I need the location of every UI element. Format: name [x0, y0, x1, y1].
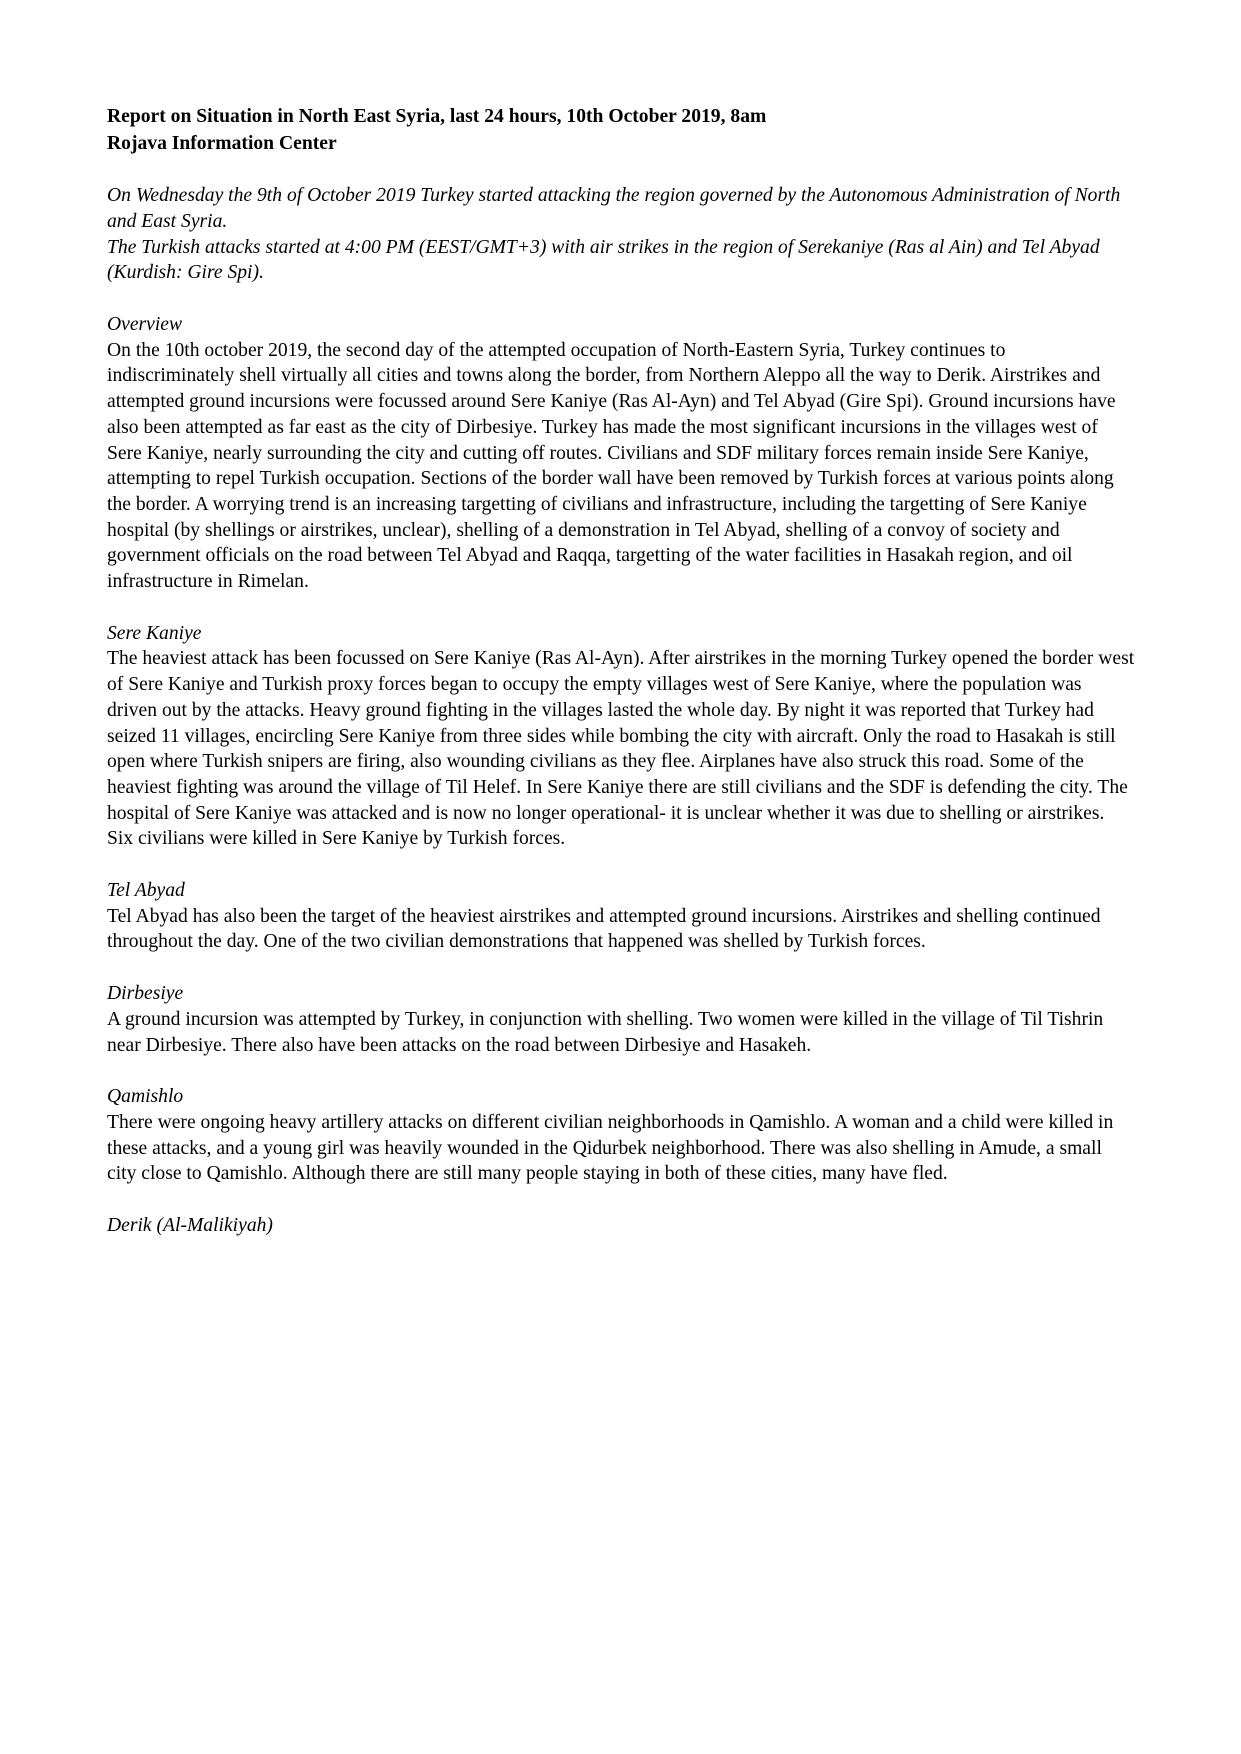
section-sere-kaniye [107, 621, 1135, 852]
section-heading: Derik (Al-Malikiyah) [107, 1215, 273, 1237]
section-tel-abyad [107, 878, 1135, 955]
section-dirbesiye [107, 981, 1135, 1058]
section-body: The heaviest attack has been focussed on Sere Kaniye (Ras Al-Ayn). After airstrikes in the morning Turkey opened the border west of Sere Kaniye and Turkish proxy forces began to occupy the empty villages west of Sere Kaniye, where the population was driven out by the attacks. Heavy ground fighting in the villages lasted the whole day. By night it was reported that Turkey had seized 11 villages, encircling Sere Kaniye from three sides while bombing the city with aircraft. Only the road to Hasakah is still open where Turkish snipers are firing, also wounding civilians as they flee. Airplanes have also struck this road. Some of the heaviest fighting was around the village of Til Helef. In Sere Kaniye there are still civilians and the SDF is defending the city. The hospital of Sere Kaniye was attacked and is now no longer operational- it is unclear whether it was due to shelling or airstrikes. Six civilians were killed in Sere Kaniye by Turkish forces. [107, 648, 1135, 850]
section-body: A ground incursion was attempted by Turkey, in conjunction with shelling. Two women were killed in the village of Til Tishrin near Dirbesiye. There also have been attacks on the road between Dirbesiye and Hasakeh. [107, 1008, 1104, 1056]
section-body: There were ongoing heavy artillery attacks on different civilian neighborhoods in Qamishlo. A woman and a child were killed in these attacks, and a young girl was heavily wounded in the Qidurbek neighborhood. There was also shelling in Amude, a small city close to Qamishlo. Although there are still many people staying in both of these cities, many have fled. [107, 1111, 1114, 1185]
section-derik [107, 1213, 1135, 1239]
section-heading: Sere Kaniye [107, 622, 202, 644]
section-body: On the 10th october 2019, the second day of the attempted occupation of North-Eastern Syria, Turkey continues to indiscriminately shell virtually all cities and towns along the border, from Northern Aleppo all the way to Derik. Airstrikes and attempted ground incursions were focussed around Sere Kaniye (Ras Al-Ayn) and Tel Abyad (Gire Spi). Ground incursions have also been attempted as far east as the city of Dirbesiye. Turkey has made the most significant incursions in the villages west of Sere Kaniye, nearly surrounding the city and cutting off routes. Civilians and SDF military forces remain inside Sere Kaniye, attempting to repel Turkish occupation. Sections of the border wall have been removed by Turkish forces at various points along the border. A worrying trend is an increasing targetting of civilians and infrastructure, including the targetting of Sere Kaniye hospital (by shellings or airstrikes, unclear), shelling of a demonstration in Tel Abyad, shelling of a convoy of society and government officials on the road between Tel Abyad and Raqqa, targetting of the water facilities in Hasakah region, and oil infrastructure in Rimelan. [107, 339, 1116, 593]
section-overview [107, 312, 1135, 595]
section-heading: Dirbesiye [107, 983, 184, 1005]
section-body: Tel Abyad has also been the target of the heaviest airstrikes and attempted ground incursions. Airstrikes and shelling continued throughout the day. One of the two civilian demonstrations that happened was shelled by Turkish forces. [107, 905, 1101, 953]
section-qamishlo [107, 1084, 1135, 1187]
intro-paragraph-1: On Wednesday the 9th of October 2019 Turkey started attacking the region governed by the Autonomous Administration of North and East Syria. [107, 185, 1121, 232]
section-heading: Tel Abyad [107, 880, 185, 902]
report-title-line1: Report on Situation in North East Syria, last 24 hours, 10th October 2019, 8am [107, 106, 767, 127]
report-title-line2: Rojava Information Center [107, 132, 337, 154]
section-heading: Overview [107, 314, 183, 335]
intro-block [107, 183, 1135, 286]
section-heading: Qamishlo [107, 1086, 184, 1108]
report-title [107, 104, 1135, 157]
intro-paragraph-2: The Turkish attacks started at 4:00 PM (EEST/GMT+3) with air strikes in the region of Serekaniye (Ras al Ain) and Tel Abyad (Kurdish: Gire Spi). [107, 236, 1100, 284]
